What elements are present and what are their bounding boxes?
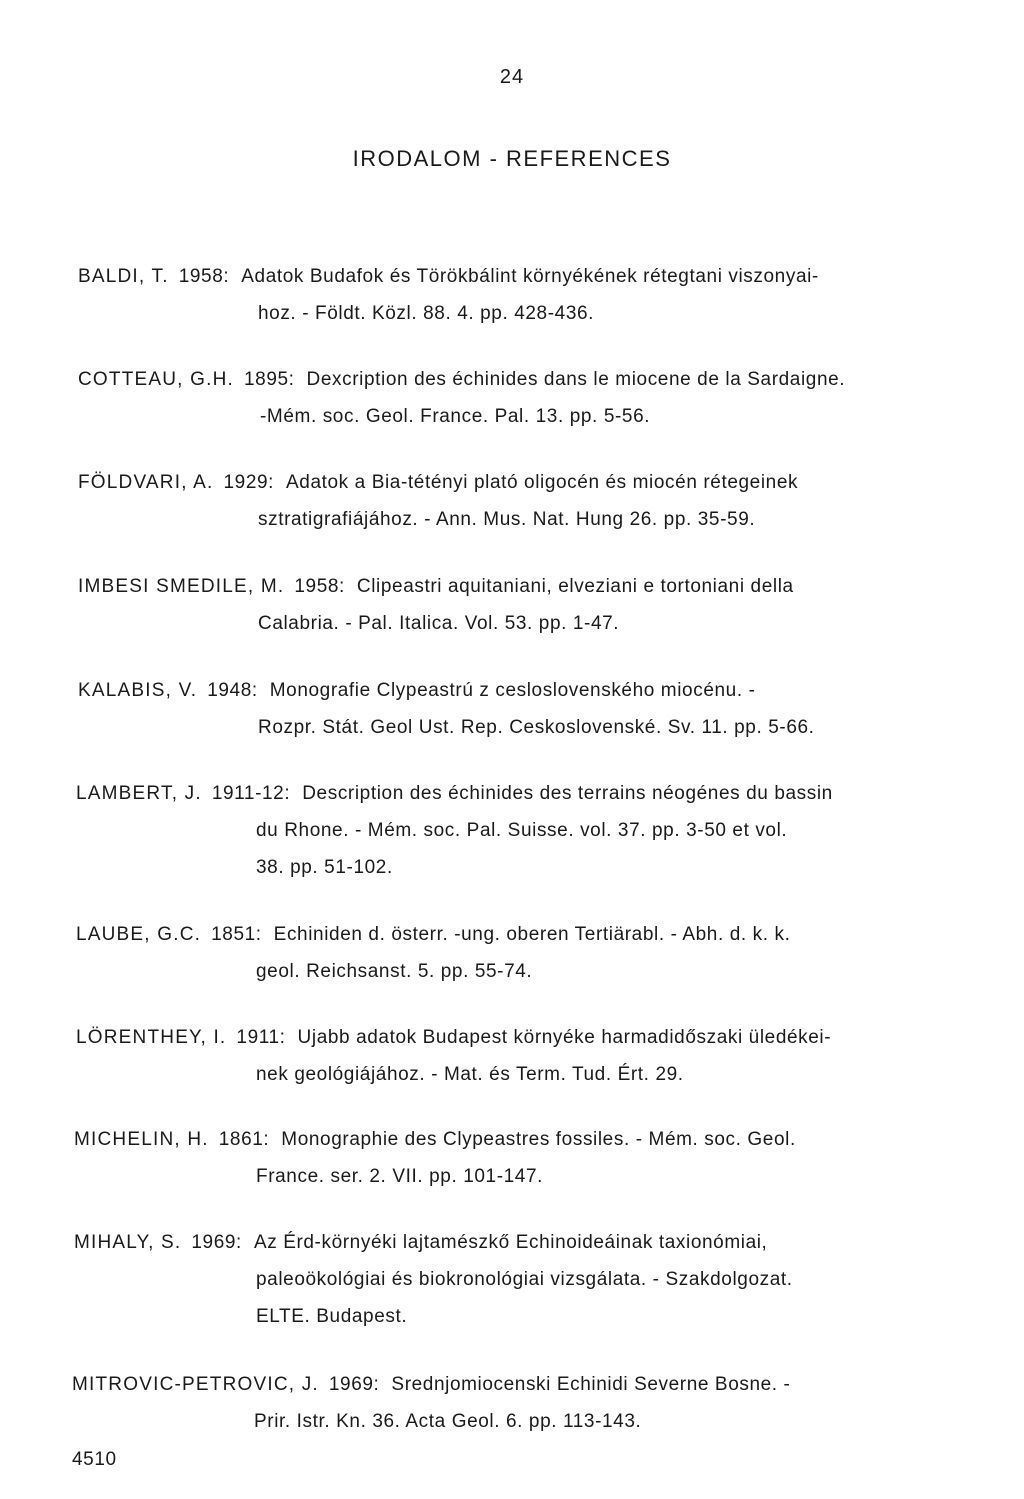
reference-continuation: 38. pp. 51-102. (256, 857, 393, 878)
reference-year: 1851: (211, 924, 262, 945)
reference-title: Echiniden d. österr. -ung. oberen Tertiärabl. - Abh. d. k. k. (273, 924, 791, 945)
references-heading: IRODALOM - REFERENCES (352, 146, 672, 171)
reference-continuation: nek geológiájához. - Mat. és Term. Tud. Ért. 29. (256, 1064, 684, 1085)
reference-author: LAMBERT, J. (76, 783, 202, 804)
reference-author: MITROVIC-PETROVIC, J. (72, 1374, 319, 1395)
reference-continuation: hoz. - Földt. Közl. 88. 4. pp. 428-436. (258, 303, 595, 324)
reference-year: 1948: (207, 680, 258, 701)
reference-author: COTTEAU, G.H. (78, 369, 234, 390)
reference-year: 1895: (244, 369, 295, 390)
reference-title: Adatok a Bia-tétényi plató oligocén és miocén rétegeinek (286, 472, 799, 493)
reference-year: 1929: (223, 472, 275, 493)
reference-year: 1911: (236, 1027, 286, 1048)
reference-title: Ujabb adatok Budapest környéke harmadidőszaki üledékei- (297, 1027, 832, 1048)
reference-year: 1911-12: (211, 783, 291, 804)
reference-author: MICHELIN, H. (74, 1129, 209, 1150)
reference-author: LAUBE, G.C. (76, 924, 202, 945)
reference-continuation: geol. Reichsanst. 5. pp. 55-74. (256, 961, 533, 982)
reference-continuation: ELTE. Budapest. (256, 1306, 408, 1327)
reference-continuation: Calabria. - Pal. Italica. Vol. 53. pp. 1-47. (258, 613, 620, 634)
reference-year: 1958: (294, 576, 345, 597)
reference-author: BALDI, T. (78, 266, 169, 287)
reference-title: Az Érd-környéki lajtamészkő Echinoideáinak taxionómiai, (253, 1232, 768, 1253)
reference-continuation: sztratigrafiájához. - Ann. Mus. Nat. Hung 26. pp. 35-59. (258, 509, 756, 530)
reference-continuation: du Rhone. - Mém. soc. Pal. Suisse. vol. 37. pp. 3-50 et vol. (256, 820, 788, 841)
reference-author: IMBESI SMEDILE, M. (78, 576, 285, 597)
reference-continuation: France. ser. 2. VII. pp. 101-147. (256, 1166, 544, 1187)
reference-year: 1969: (191, 1232, 242, 1253)
reference-author: LÖRENTHEY, I. (76, 1027, 227, 1048)
page-number: 24 (499, 66, 525, 88)
reference-title: Adatok Budafok és Törökbálint környékének rétegtani viszonyai- (241, 266, 819, 287)
reference-year: 1958: (178, 266, 230, 287)
reference-title: Clipeastri aquitaniani, elveziani e tortoniani della (356, 576, 794, 597)
reference-continuation: Prir. Istr. Kn. 36. Acta Geol. 6. pp. 113-143. (254, 1411, 642, 1432)
reference-continuation: Rozpr. Stát. Geol Ust. Rep. Ceskoslovenské. Sv. 11. pp. 5-66. (258, 717, 815, 738)
reference-title: Srednjomiocenski Echinidi Severne Bosne. - (391, 1374, 791, 1395)
reference-author: KALABIS, V. (78, 680, 198, 701)
footer-code: 4510 (72, 1449, 117, 1470)
reference-author: FÖLDVARI, A. (78, 472, 214, 493)
reference-author: MIHALY, S. (74, 1232, 182, 1253)
reference-title: Description des échinides des terrains néogénes du bassin (302, 783, 833, 804)
reference-title: Monographie des Clypeastres fossiles. - Mém. soc. Geol. (281, 1129, 796, 1150)
reference-continuation: -Mém. soc. Geol. France. Pal. 13. pp. 5-56. (260, 406, 651, 427)
reference-continuation: paleoökológiai és biokronológiai vizsgálata. - Szakdolgozat. (256, 1269, 793, 1290)
reference-title: Dexcription des échinides dans le miocene de la Sardaigne. (306, 369, 846, 390)
reference-year: 1969: (328, 1374, 380, 1395)
reference-title: Monografie Clypeastrú z cesloslovenského miocénu. - (269, 680, 756, 701)
reference-year: 1861: (218, 1129, 270, 1150)
